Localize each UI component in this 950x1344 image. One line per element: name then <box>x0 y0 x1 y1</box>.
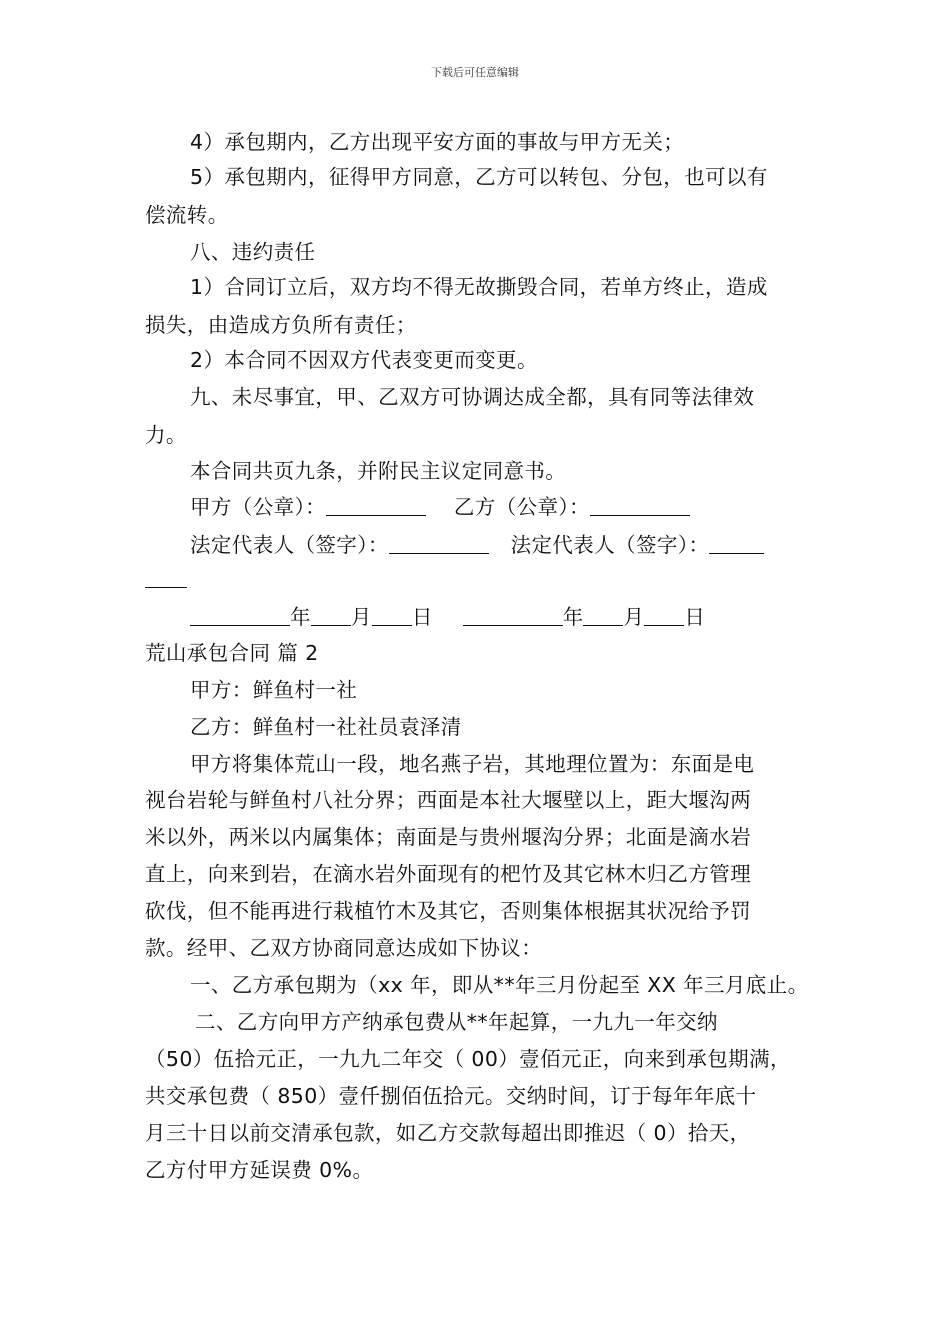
text-line: 九、未尽事宜，甲、乙双方可协调达成全都，具有同等法律效 <box>190 385 755 409</box>
text-line: 款。经甲、乙双方协商同意达成如下协议： <box>145 936 543 960</box>
rep-a-blank <box>389 531 489 554</box>
date-line <box>190 600 705 630</box>
year-label: 年 <box>290 605 311 629</box>
day-label: 日 <box>684 605 706 629</box>
text-line: 损失，由造成方负所有责任； <box>145 313 417 337</box>
year-label: 年 <box>562 605 584 629</box>
party-a-seal-blank <box>326 493 426 516</box>
text-line: 1）合同订立后，双方均不得无故撕毁合同，若单方终止，造成 <box>190 275 768 299</box>
text-line: 偿流转。 <box>145 203 229 227</box>
text-line: 直上，向来到岩，在滴水岩外面现有的杷竹及其它林木归乙方管理 <box>145 862 752 886</box>
day-label: 日 <box>411 605 433 629</box>
representative-line <box>190 528 764 558</box>
section-title: 荒山承包合同 篇 2 <box>145 641 319 665</box>
text-line: 本合同共页九条，并附民主议定同意书。 <box>190 459 567 483</box>
text-line: 一、乙方承包期为（xx 年，即从**年三月份起至 XX 年三月底止。 <box>190 973 809 997</box>
rep-b-label: 法定代表人（签字）： <box>510 533 710 557</box>
rep-a-label: 法定代表人（签字）： <box>190 533 389 557</box>
page-header: 下载后可任意编辑 <box>431 66 519 79</box>
rep-b-blank-continued <box>145 565 187 591</box>
text-line: 5）承包期内，征得甲方同意，乙方可以转包、分包，也可以有 <box>190 165 768 189</box>
text-line: 共交承包费（ 850）壹仟捌佰伍拾元。交纳时间，订于每年年底十 <box>145 1084 757 1108</box>
month-label: 月 <box>350 605 372 629</box>
party-b-seal-label: 乙方（公章）： <box>453 495 590 519</box>
text-line: 月三十日以前交清承包款，如乙方交款每超出即推迟（ 0）拾天， <box>145 1121 751 1145</box>
text-line: 米以外，两米以内属集体；南面是与贵州堰沟分界；北面是滴水岩 <box>145 825 752 849</box>
party-b-seal-blank <box>590 493 690 516</box>
text-line: 力。 <box>145 423 187 447</box>
text-line: （50）伍拾元正，一九九二年交（ 00）壹佰元正，向来到承包期满， <box>145 1047 791 1071</box>
party-a-line: 甲方：鲜鱼村一社 <box>190 678 358 702</box>
section-heading: 八、违约责任 <box>190 240 316 264</box>
rep-b-blank <box>709 531 764 554</box>
text-line: 2）本合同不因双方代表变更而变更。 <box>190 348 538 372</box>
party-a-seal-label: 甲方（公章）： <box>190 495 327 519</box>
text-line: 甲方将集体荒山一段，地名燕子岩，其地理位置为：东面是电 <box>190 752 755 776</box>
text-line: 乙方付甲方延误费 0%。 <box>145 1158 374 1182</box>
party-b-line: 乙方：鲜鱼村一社社员袁泽清 <box>190 715 462 739</box>
month-label: 月 <box>623 605 645 629</box>
seal-line <box>190 490 690 520</box>
text-line: 视台岩轮与鲜鱼村八社分界；西面是本社大堰壁以上，距大堰沟两 <box>145 788 752 812</box>
text-line: 二、乙方向甲方产纳承包费从**年起算，一九九一年交纳 <box>195 1010 718 1034</box>
text-line: 砍伐，但不能再进行栽植竹木及其它，否则集体根据其状况给予罚 <box>145 899 752 923</box>
text-line: 4）承包期内，乙方出现平安方面的事故与甲方无关； <box>190 130 685 154</box>
